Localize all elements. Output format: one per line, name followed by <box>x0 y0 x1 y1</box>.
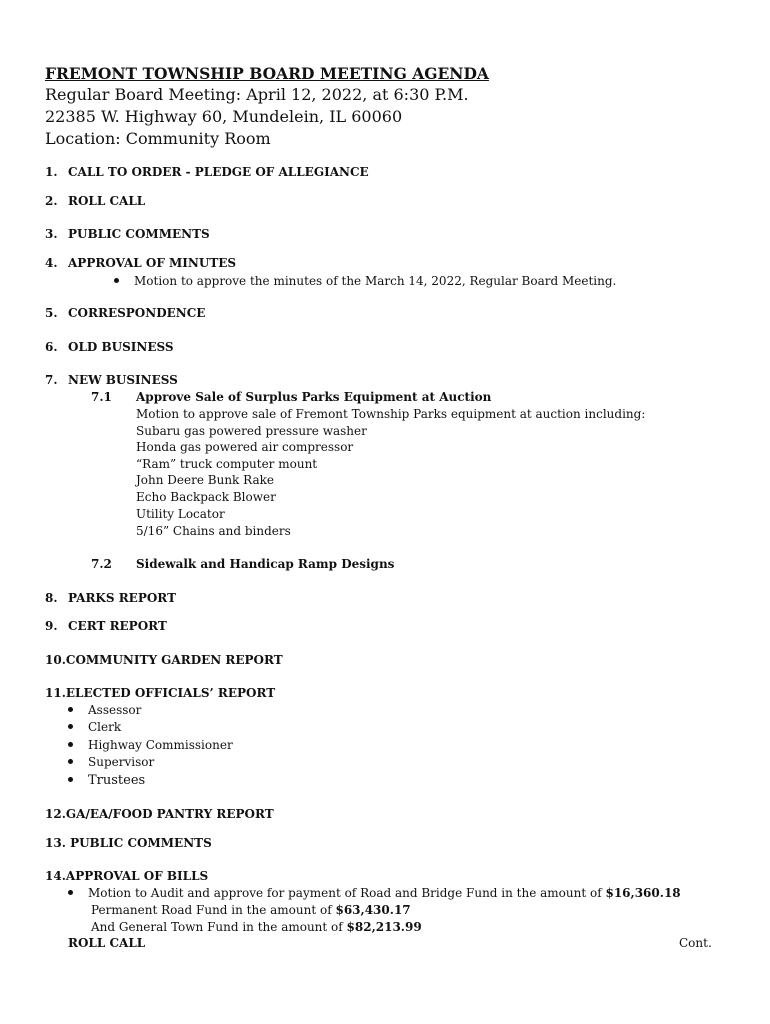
agenda-item-label: ELECTED OFFICIALS’ REPORT <box>65 686 276 700</box>
location-line: Location: Community Room <box>45 129 271 148</box>
bullet-icon <box>114 278 119 283</box>
list-item: Echo Backpack Blower <box>136 490 276 504</box>
agenda-item-label: CALL TO ORDER - PLEDGE OF ALLEGIANCE <box>68 165 369 179</box>
agenda-item: 8. PARKS REPORT <box>45 591 176 605</box>
agenda-item: 10.COMMUNITY GARDEN REPORT <box>45 653 283 667</box>
agenda-item: 5. CORRESPONDENCE <box>45 306 206 320</box>
bullet-icon <box>68 707 73 712</box>
list-item: Motion to approve the minutes of the March 14, 2022, Regular Board Meeting. <box>114 274 616 288</box>
agenda-item-label: APPROVAL OF BILLS <box>65 869 209 883</box>
agenda-item: 4. APPROVAL OF MINUTES <box>45 256 237 270</box>
subitem-number: 7.1 <box>91 390 112 404</box>
list-item: Clerk <box>68 720 121 734</box>
continued-label: Cont. <box>679 936 712 950</box>
list-item: Subaru gas powered pressure washer <box>136 424 367 438</box>
agenda-item-label: PUBLIC COMMENTS <box>68 227 210 241</box>
agenda-item-label: CORRESPONDENCE <box>68 306 206 320</box>
agenda-item-label: ROLL CALL <box>68 194 146 208</box>
list-item: Trustees <box>68 773 145 788</box>
address-line: 22385 W. Highway 60, Mundelein, IL 60060 <box>45 107 403 126</box>
bullet-icon <box>68 742 73 747</box>
list-item: John Deere Bunk Rake <box>136 473 274 487</box>
subitem-number: 7.2 <box>91 557 112 571</box>
agenda-item: 1. CALL TO ORDER - PLEDGE OF ALLEGIANCE <box>45 165 369 179</box>
list-item: Utility Locator <box>136 507 225 521</box>
agenda-item-label: PARKS REPORT <box>68 591 176 605</box>
list-item: Highway Commissioner <box>68 738 233 752</box>
agenda-item-label: CERT REPORT <box>68 619 167 633</box>
list-item: Motion to approve sale of Fremont Township Parks equipment at auction including: <box>136 407 646 421</box>
amount: $82,213.99 <box>346 920 422 934</box>
agenda-item-label: APPROVAL OF MINUTES <box>68 256 237 270</box>
agenda-item: 2. ROLL CALL <box>45 194 146 208</box>
agenda-item: 3. PUBLIC COMMENTS <box>45 227 210 241</box>
agenda-item-label: GA/EA/FOOD PANTRY REPORT <box>65 807 274 821</box>
list-item: Permanent Road Fund in the amount of $63,430.17 <box>91 903 411 917</box>
agenda-item-label: COMMUNITY GARDEN REPORT <box>65 653 283 667</box>
list-item: Assessor <box>68 703 141 717</box>
list-item: And General Town Fund in the amount of $82,213.99 <box>91 920 422 934</box>
agenda-item-label: PUBLIC COMMENTS <box>65 836 212 850</box>
agenda-item: 12.GA/EA/FOOD PANTRY REPORT <box>45 807 274 821</box>
subitem-title: Sidewalk and Handicap Ramp Designs <box>136 557 395 571</box>
amount: $16,360.18 <box>605 886 681 900</box>
bullet-icon <box>68 724 73 729</box>
bullet-icon <box>68 777 73 782</box>
agenda-item-label: NEW BUSINESS <box>68 373 178 387</box>
roll-call-label: ROLL CALL <box>68 936 146 950</box>
meeting-date-line: Regular Board Meeting: April 12, 2022, at 6:30 P.M. <box>45 85 469 104</box>
list-item: Supervisor <box>68 755 154 769</box>
agenda-item: 6. OLD BUSINESS <box>45 340 174 354</box>
bullet-icon <box>68 759 73 764</box>
list-item: “Ram” truck computer mount <box>136 457 318 471</box>
document-title: FREMONT TOWNSHIP BOARD MEETING AGENDA <box>45 64 489 83</box>
agenda-item: 11.ELECTED OFFICIALS’ REPORT <box>45 686 276 700</box>
agenda-item: 14.APPROVAL OF BILLS <box>45 869 209 883</box>
list-item: Honda gas powered air compressor <box>136 440 354 454</box>
list-item: Motion to Audit and approve for payment of Road and Bridge Fund in the amount of $16,360.18 <box>68 886 681 900</box>
agenda-item-label: OLD BUSINESS <box>68 340 174 354</box>
agenda-item: 13. PUBLIC COMMENTS <box>45 836 212 850</box>
amount: $63,430.17 <box>335 903 411 917</box>
list-item: 5/16” Chains and binders <box>136 524 291 538</box>
agenda-item: 9. CERT REPORT <box>45 619 167 633</box>
agenda-item: 7. NEW BUSINESS <box>45 373 178 387</box>
subitem-title: Approve Sale of Surplus Parks Equipment at Auction <box>136 390 492 404</box>
bullet-icon <box>68 890 73 895</box>
